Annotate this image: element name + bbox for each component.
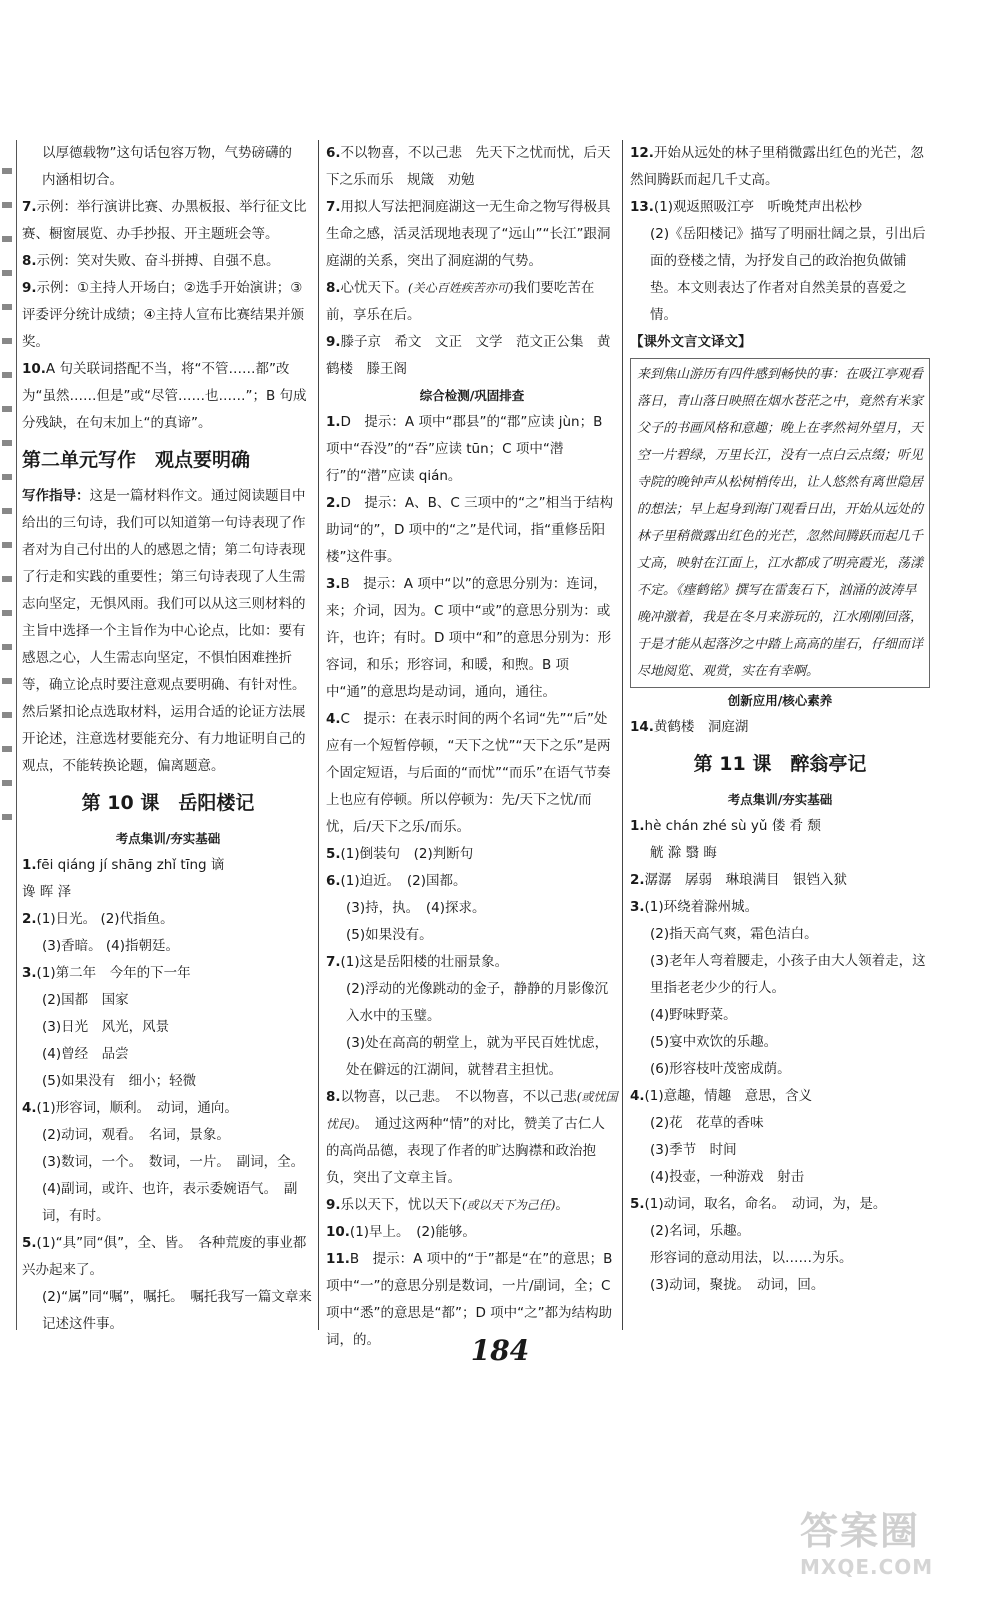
item-text: B 提示：A 项中的“于”都是“在”的意思；B 项中“一”的意思分别是数词，一片/副词，全；C 项中“悉”的意思是“都”；D 项中“之”都为结构助词，的。 — [326, 1251, 613, 1348]
item-number: 10. — [22, 361, 46, 377]
item-note: (关心百姓疾苦亦可) — [408, 281, 514, 295]
item-text: (4)副词，或许、也许，表示委婉语气。 副词，有时。 — [42, 1181, 298, 1224]
item-number: 1. — [326, 414, 341, 430]
item-text: (1)日光。 (2)代指鱼。 — [36, 911, 174, 927]
intro-line: 内涵相切合。 — [42, 172, 123, 188]
item-text: (1)意趣，情趣 意思，含义 — [644, 1088, 813, 1104]
item-text: (2)动词，观看。 名词，景象。 — [42, 1127, 230, 1143]
item-text: (3)动词，聚拢。 动词，回。 — [650, 1277, 825, 1293]
item-number: 9. — [326, 1197, 341, 1213]
item-text: A 句关联词搭配不当，将“不管……都”改为“虽然……但是”或“尽管……也……”；B 句成分残缺，在句末加上“的真谛”。 — [22, 361, 307, 431]
item-text: (3)香暗。 (4)指朝廷。 — [42, 938, 180, 954]
list-item — [326, 275, 618, 329]
list-item — [326, 490, 618, 571]
item-text: (1)形容词，顺利。 动词，通向。 — [36, 1100, 238, 1116]
list-item — [22, 960, 314, 1095]
item-number: 7. — [326, 954, 341, 970]
list-item — [326, 194, 618, 275]
list-item — [326, 1219, 618, 1246]
item-text: (4)曾经 品尝 — [42, 1046, 129, 1062]
list-item — [630, 140, 930, 194]
item-text: 。 — [555, 1197, 569, 1213]
item-text: 。 通过这两种“情”的对比，赞美了古仁人的高尚品德，表现了作者的旷达胸襟和政治抱负，突出了文章主旨。 — [326, 1116, 605, 1186]
list-item — [326, 1084, 618, 1192]
item-text: (1)第二年 今年的下一年 — [36, 965, 191, 981]
item-text: (5)如果没有 细小；轻微 — [42, 1073, 197, 1089]
item-text: (2)浮动的光像跳动的金子，静静的月影像沉入水中的玉璧。 — [346, 981, 609, 1024]
column-middle — [326, 140, 618, 1354]
item-number: 6. — [326, 873, 341, 889]
item-number: 11. — [326, 1251, 350, 1267]
item-text: C 提示：在表示时间的两个名词“先”“后”处应有一个短暂停顿，“天下之忧”“天下之乐”是两个固定短语，与后面的“而忧”“而乐”在语气节奏上也应有停顿。所以停顿为：先/天下之忧/而忧，后/天下之乐/而乐。 — [326, 711, 611, 835]
item-number: 7. — [22, 199, 37, 215]
item-text: hè chán zhé sù yǔ 偻 肴 颓 — [644, 818, 821, 834]
item-text: (3)数词，一个。 数词，一片。 副词，全。 — [42, 1154, 305, 1170]
list-item — [326, 868, 618, 949]
item-number: 4. — [326, 711, 341, 727]
item-text: (2)国都 国家 — [42, 992, 129, 1008]
item-text: (5)宴中欢饮的乐趣。 — [650, 1034, 778, 1050]
column-divider-1 — [318, 140, 319, 1330]
translation-box: 来到焦山游历有四件感到畅快的事：在吸江亭观看落日，青山落日映照在烟水苍茫之中，竟然有米家父子的书画风格和意趣；晚上在孝然祠外望月，天空一片碧绿，万里长江，没有一点白云点缀；听见寺院的晚钟声从松树梢传出，让人悠然有离世隐居的想法；早上起身到海门观看日出，开始从远处的林子里稍微露出红色的光芒，忽然间腾跃而起几千丈高，映射在江面上，江水都成了明亮霞光，荡漾不定。《瘗鹤铭》撰写在雷轰石下，汹涌的波涛早晚冲激着，我是在冬月来游玩的，江水刚刚回落，于是才能从起落汐之中踏上高高的崖石，仔细而详尽地阅览、观赏，实在有幸啊。 — [630, 358, 930, 688]
list-item — [630, 194, 930, 329]
item-text: 示例：①主持人开场白；②选手开始演讲；③评委评分统计成绩；④主持人宣布比赛结果并颁奖。 — [22, 280, 305, 350]
item-text: (2)“属”同“嘱”，嘱托。 嘱托我写一篇文章来记述这件事。 — [42, 1289, 312, 1332]
writing-guide-label: 写作指导： — [22, 488, 90, 504]
list-item — [22, 1230, 314, 1338]
item-text: (5)如果没有。 — [346, 927, 433, 943]
item-text: 用拟人写法把洞庭湖这一无生命之物写得极具生命之感，活灵活现地表现了“远山”“长江”跟洞庭湖的关系，突出了洞庭湖的气势。 — [326, 199, 611, 269]
list-item — [630, 1191, 930, 1299]
item-note: (或以天下为己任) — [462, 1198, 556, 1212]
item-text: (2)名词，乐趣。 — [650, 1223, 751, 1239]
item-number: 10. — [326, 1224, 350, 1240]
item-number: 12. — [630, 145, 654, 161]
item-number: 1. — [630, 818, 645, 834]
item-number: 8. — [22, 253, 37, 269]
item-text: 心忧天下。 — [340, 280, 409, 296]
item-text: fēi qiáng jí shāng zhǐ tīng 谪 — [36, 857, 225, 873]
item-text: 以物喜，以己悲。 不以物喜，不以己悲 — [340, 1089, 577, 1105]
translation-label: 【课外文言文译文】 — [630, 334, 752, 350]
item-number: 1. — [22, 857, 37, 873]
item-number: 4. — [22, 1100, 37, 1116]
list-item — [326, 706, 618, 841]
list-item — [326, 841, 618, 868]
item-text: (1)倒装句 (2)判断句 — [340, 846, 474, 862]
item-text: 滕子京 希文 文正 文学 范文正公集 黄鹤楼 滕王阁 — [326, 334, 611, 377]
item-text: (4)投壶，一种游戏 射击 — [650, 1169, 805, 1185]
list-item — [326, 409, 618, 490]
item-text: (3)季节 时间 — [650, 1142, 737, 1158]
column-left — [22, 140, 314, 1338]
item-number: 3. — [630, 899, 645, 915]
item-number: 2. — [22, 911, 37, 927]
list-item — [22, 356, 314, 437]
column-right — [630, 140, 930, 1299]
left-page-edge — [0, 140, 17, 1330]
item-text: (1)早上。 (2)能够。 — [349, 1224, 476, 1240]
list-item — [326, 140, 618, 194]
item-text: (3)老年人弯着腰走，小孩子由大人领着走，这里指老老少少的行人。 — [650, 953, 926, 996]
item-text: (1)迫近。 (2)国都。 — [340, 873, 467, 889]
page-number: 184 — [470, 1334, 530, 1367]
item-text: (1)动词，取名，命名。 动词，为，是。 — [644, 1196, 887, 1212]
section-title: 综合检测/巩固排查 — [419, 388, 525, 403]
item-text: 示例：笑对失败、奋斗拼搏、自强不息。 — [36, 253, 280, 269]
list-item — [630, 714, 930, 741]
item-text: 黄鹤楼 洞庭湖 — [653, 719, 749, 735]
item-number: 9. — [22, 280, 37, 296]
item-text: (2)指天高气爽，霜色洁白。 — [650, 926, 818, 942]
item-text: (3)日光 风光，风景 — [42, 1019, 170, 1035]
item-text: 我们要吃苦在前，享乐在后。 — [326, 280, 595, 323]
item-text: (6)形容枝叶茂密成荫。 — [650, 1061, 791, 1077]
item-number: 7. — [326, 199, 341, 215]
list-item — [22, 248, 314, 275]
watermark-logo — [800, 1500, 990, 1590]
item-text: (2)花 花草的香味 — [650, 1115, 764, 1131]
item-number: 2. — [326, 495, 341, 511]
lesson-11-subtitle: 考点集训/夯实基础 — [727, 792, 833, 807]
item-number: 8. — [326, 280, 341, 296]
item-text: (3)持，执。 (4)探求。 — [346, 900, 486, 916]
list-item — [326, 329, 618, 383]
watermark-text: 答案圈 — [800, 1509, 921, 1553]
item-text: 乐以天下，忧以天下 — [340, 1197, 463, 1213]
list-item — [22, 906, 314, 960]
item-number: 5. — [326, 846, 341, 862]
lesson-10-subtitle: 考点集训/夯实基础 — [115, 831, 221, 846]
innovate-title: 创新应用/核心素养 — [727, 693, 833, 708]
item-text: 开始从远处的林子里稍微露出红色的光芒，忽然间腾跃而起几千丈高。 — [630, 145, 924, 188]
intro-line: 以厚德载物”这句话包容万物，气势磅礴的 — [42, 145, 292, 161]
watermark-url: MXQE.COM — [800, 1555, 934, 1579]
list-item — [22, 1095, 314, 1230]
item-number: 3. — [22, 965, 37, 981]
lesson-10-title: 第 10 课 岳阳楼记 — [81, 792, 255, 814]
list-item — [22, 194, 314, 248]
list-item — [326, 571, 618, 706]
item-text: (2)《岳阳楼记》描写了明丽壮阔之景，引出后面的登楼之情，为抒发自己的政治抱负做铺垫。本文则表达了作者对自然美景的喜爱之情。 — [650, 226, 926, 323]
item-number: 4. — [630, 1088, 645, 1104]
item-text: B 提示：A 项中“以”的意思分别为：连词，来；介词，因为。C 项中“或”的意思分别为：或许，也许；有时。D 项中“和”的意思分别为：形容词，和乐；形容词，和暖，和煦。B 项中“通”的意思均是动词，通向，通往。 — [326, 576, 612, 700]
list-item — [630, 813, 930, 867]
item-text: (3)处在高高的朝堂上，就为平民百姓忧虑，处在僻远的江湖间，就替君主担忧。 — [346, 1035, 609, 1078]
item-text: (1)这是岳阳楼的壮丽景象。 — [340, 954, 509, 970]
writing-guide — [22, 483, 314, 780]
item-number: 9. — [326, 334, 341, 350]
item-number: 14. — [630, 719, 654, 735]
list-item — [326, 949, 618, 1084]
item-text: 潺潺 孱弱 琳琅满目 银铛入狱 — [644, 872, 848, 888]
item-text: D 提示：A 项中“郡县”的“郡”应读 jùn；B 项中“吞没”的“吞”应读 tūn；C 项中“潜行”的“潜”应读 qián。 — [326, 414, 603, 484]
item-text: (1)“具”同“俱”，全、皆。 各种荒废的事业都兴办起来了。 — [22, 1235, 307, 1278]
item-text: 形容词的意动用法，以……为乐。 — [650, 1250, 853, 1266]
list-item — [630, 1083, 930, 1191]
item-number: 5. — [22, 1235, 37, 1251]
item-text: 谗 晖 泽 — [22, 884, 72, 900]
list-item — [630, 867, 930, 894]
item-number: 8. — [326, 1089, 341, 1105]
item-text: (1)环绕着滁州城。 — [644, 899, 759, 915]
item-number: 5. — [630, 1196, 645, 1212]
item-note: (或忧国忧民) — [326, 1090, 618, 1131]
item-text: 不以物喜，不以己悲 先天下之忧而忧，后天下之乐而乐 规箴 劝勉 — [326, 145, 611, 188]
item-text: 觥 滁 翳 晦 — [650, 845, 717, 861]
item-number: 13. — [630, 199, 654, 215]
writing-section-title: 第二单元写作 观点要明确 — [22, 449, 251, 471]
item-text: 示例：举行演讲比赛、办黑板报、举行征文比赛、橱窗展览、办手抄报、开主题班会等。 — [22, 199, 307, 242]
column-divider-2 — [622, 140, 623, 1330]
list-item — [630, 894, 930, 1083]
item-text: D 提示：A、B、C 三项中的“之”相当于结构助词“的”，D 项中的“之”是代词，指“重修岳阳楼”这件事。 — [326, 495, 614, 565]
item-number: 3. — [326, 576, 341, 592]
list-item — [22, 275, 314, 356]
item-text: (1)观返照吸江亭 听晚梵声出松杪 — [653, 199, 863, 215]
list-item — [22, 852, 314, 906]
list-item — [326, 1192, 618, 1219]
item-number: 6. — [326, 145, 341, 161]
intro-text — [22, 140, 314, 194]
lesson-11-title: 第 11 课 醉翁亭记 — [693, 753, 867, 775]
item-number: 2. — [630, 872, 645, 888]
writing-guide-text: 这是一篇材料作文。通过阅读题目中给出的三句诗，我们可以知道第一句诗表现了作者对为自己付出的人的感恩之情；第二句诗表现了行走和实践的重要性；第三句诗表现了人生需志向坚定，无惧风雨。我们可以从这三则材料的主旨中选择一个主旨作为中心论点，比如：要有感恩之心，人生需志向坚定，不惧怕困难挫折等，确立论点时要注意观点要明确、有针对性。然后紧扣论点选取材料，运用合适的论证方法展开论述，注意选材要能充分、有力地证明自己的观点，不能转换论题，偏离题意。 — [22, 488, 306, 774]
item-text: (4)野味野菜。 — [650, 1007, 737, 1023]
